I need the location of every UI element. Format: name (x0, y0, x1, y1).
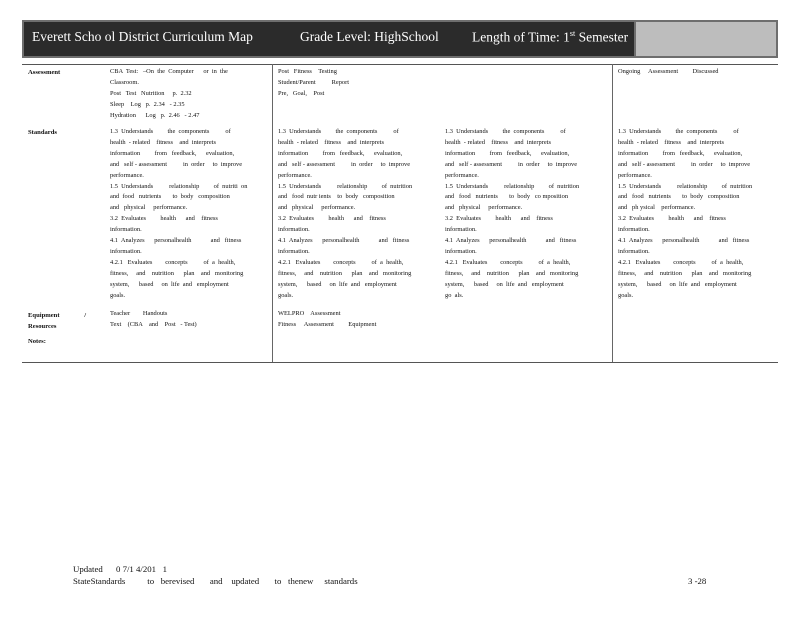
assessment-cell-1: CBA Test: –On the Computer or in the Classroom. Post Test Nutrition p. 2.32 Sleep Log p. 2.34 - 2.35 Hydration Log p. 2.46 - 2.47 (110, 68, 228, 119)
grade-level: Grade Level: HighSchool (300, 29, 439, 44)
document-header (22, 20, 778, 58)
equipment-cell-2: WELPRO Assessment Fitness Assessment Equipment (278, 310, 377, 328)
district-title: Everett Scho ol District Curriculum Map (32, 29, 253, 44)
assessment-label: Assessment (28, 69, 61, 76)
standards-cell-3: 1.3 Understands the components of health - related fitness and interprets information from feedback, evaluation, and self - assessment in order to improve performance. 1.5 Understands relationship of nutrition and food nutrients to body co mposition and physical performance. 3.2 Evaluates health and fitness information. 4.1 Analyzes personalhealth and fitness information. 4.2.1 Evaluates concepts of a health, fitness, and nutrition plan and monitoring system, based on life and employment go als. (445, 128, 580, 299)
header-title-bar (24, 22, 634, 56)
page-number: 3 -28 (688, 576, 707, 586)
assessment-cell-2: Post Fitness Testing Student/Parent Report Pre, Goal, Post (278, 68, 349, 97)
updated-date: Updated 0 7/1 4/201 1 (73, 564, 168, 574)
equipment-cell-1: Teacher Handouts Text (CBA and Post - Test) (110, 310, 197, 328)
standards-label: Standards (28, 129, 57, 136)
table-top-rule (22, 64, 778, 65)
notes-label: Notes: (28, 338, 46, 345)
header-blank-cell (636, 22, 776, 56)
standards-cell-1: 1.3 Understands the components of health - related fitness and interprets information from feedback, evaluation, and self - assessment in order to improve performance. 1.5 Understands relationship of nutriti on and food nutrients to body composition and physical performance. 3.2 Evaluates health and fitness information. 4.1 Analyzes personalhealth and fitness information. 4.2.1 Evaluates concepts of a health, fitness, and nutrition plan and monitoring system, based on life and employment goals. (110, 128, 248, 299)
column-divider (272, 64, 273, 362)
column-divider (612, 64, 613, 362)
standards-cell-2: 1.3 Understands the components of health - related fitness and interprets information from feedback, evaluation, and self - assessment in order to improve performance. 1.5 Understands relationship of nutrition and food nutr ients to body composition and physical performance. 3.2 Evaluates health and fitness information. 4.1 Analyzes personalhealth and fitness information. 4.2.1 Evaluates concepts of a health, fitness, and nutrition plan and monitoring system, based on life and employment goals. (278, 128, 413, 299)
resources-label: Resources (28, 323, 57, 330)
table-bottom-rule (22, 362, 778, 363)
equipment-label: Equipment / (28, 312, 87, 319)
length-of-time: Length of Time: 1st Semester (472, 29, 629, 45)
standards-note: StateStandards to berevised and updated to thenew standards (73, 576, 358, 586)
standards-cell-4: 1.3 Understands the components of health - related fitness and interprets information from feedback, evaluation, and self - assessment in order to improve performance. 1.5 Understands relationship of nutrition and food nutrients to body composition and ph ysical performance. 3.2 Evaluates health and fitness information. 4.1 Analyzes personalhealth and fitness information. 4.2.1 Evaluates concepts of a health, fitness, and nutrition plan and monitoring system, based on life and employment goals. (618, 128, 753, 299)
assessment-cell-4: Ongoing Assessment Discussed (618, 68, 719, 75)
